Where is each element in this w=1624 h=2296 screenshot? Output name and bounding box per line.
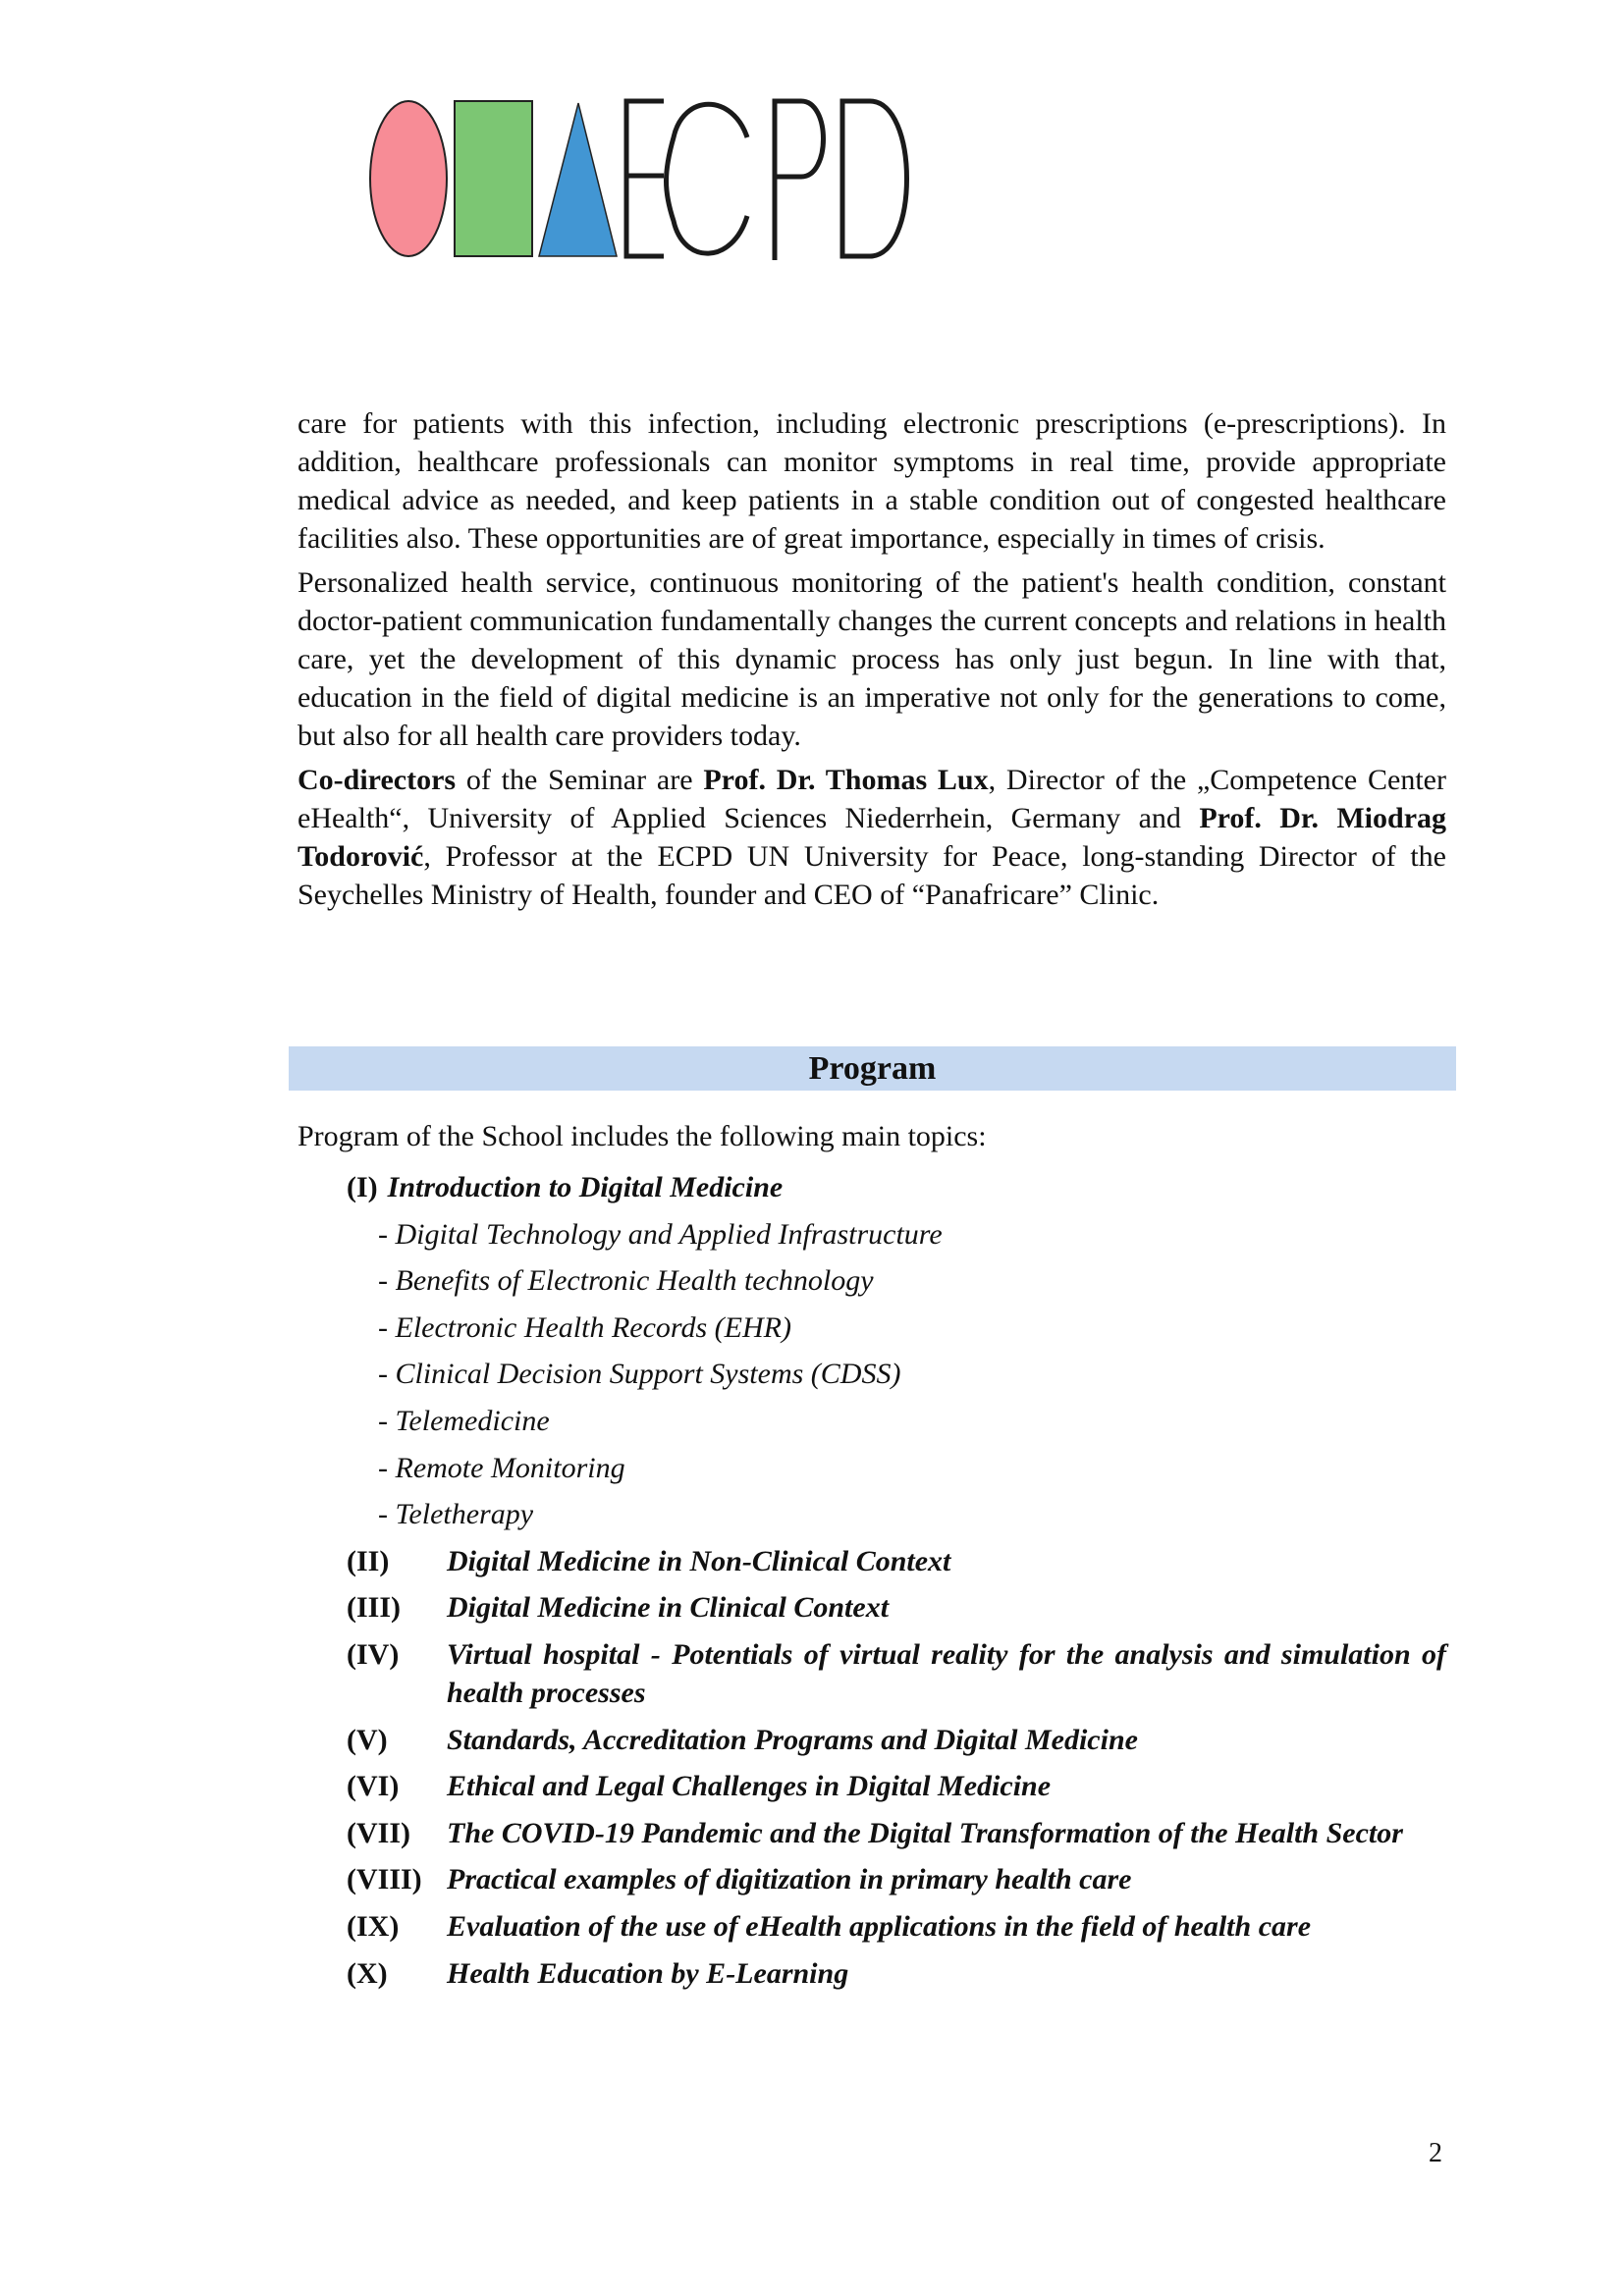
subtopic-item: - Digital Technology and Applied Infrastructure (378, 1217, 943, 1251)
logo-graphic (369, 98, 1380, 261)
topic-title: Standards, Accreditation Programs and Digital Medicine (447, 1723, 1138, 1756)
subtopic-item: - Clinical Decision Support Systems (CDSS) (378, 1358, 901, 1391)
topic-number: (VIII) (347, 1863, 422, 1896)
topic-number: (I) (347, 1171, 378, 1203)
topic-item (347, 1767, 1446, 1805)
program-topic-list (347, 1168, 1446, 2001)
co-directors-text: of the Seminar are (456, 764, 704, 796)
topic-title: Health Education by E-Learning (447, 1956, 849, 1990)
topic-title: Virtual hospital - Potentials of virtual reality for the analysis and simulation of health processes (447, 1637, 1446, 1709)
director-name-lux: Prof. Dr. Thomas Lux (703, 764, 989, 796)
topic-item (347, 1860, 1446, 1898)
page-number: 2 (1429, 2138, 1442, 2168)
subtopic-item: - Remote Monitoring (378, 1451, 625, 1484)
body-text (298, 404, 1446, 920)
topic-number: (IV) (347, 1637, 400, 1671)
topic-title: Digital Medicine in Non-Clinical Context (447, 1544, 951, 1577)
topic-title: Ethical and Legal Challenges in Digital Medicine (447, 1770, 1052, 1803)
topic-title: Practical examples of digitization in primary health care (447, 1863, 1132, 1896)
logo-circle-shape (370, 101, 447, 256)
todorovic-affiliation: , Professor at the ECPD UN University for Peace, long-standing Director of the Seychelles Ministry of Health, founder and CEO of “Panafricare” Clinic. (298, 840, 1446, 911)
topic-item (347, 1635, 1446, 1712)
paragraph-personalized-health: Personalized health service, continuous monitoring of the patient's health condition, constant doctor-patient communication fundamentally changes the current concepts and relations in health care, yet the development of this dynamic process has only just begun. In line with that, education in the field of digital medicine is an imperative not only for the generations to come, but also for all health care providers today. (298, 566, 1446, 752)
program-heading: Program (289, 1046, 1456, 1091)
topic-item (347, 1907, 1446, 1946)
topic-number: (III) (347, 1591, 402, 1625)
co-directors-label: Co-directors (298, 764, 457, 796)
subtopic-item: - Teletherapy (378, 1498, 534, 1531)
lux-affiliation: , Director of the „Competence Center eHealth“, University of Applied Sciences Niederrhein, Germany and (298, 764, 1446, 834)
topic-item (347, 1542, 1446, 1580)
program-intro: Program of the School includes the following main topics: (298, 1120, 987, 1152)
topic-number: (VI) (347, 1770, 400, 1803)
topic-number: (IX) (347, 1909, 400, 1943)
topic-number: (II) (347, 1544, 390, 1577)
subtopic-item: - Benefits of Electronic Health technology (378, 1264, 874, 1298)
topic-item (347, 1954, 1446, 1993)
topic-item (347, 1814, 1446, 1852)
topic-number: (V) (347, 1723, 388, 1756)
topic-number: (VII) (347, 1816, 410, 1849)
director-name-todorovic: Prof. Dr. Miodrag Todorović (298, 802, 1447, 873)
logo-wordmark-ecpd (626, 101, 907, 260)
paragraph-co-directors (298, 761, 1446, 914)
topic-item (347, 1588, 1446, 1627)
topic-item (347, 1721, 1446, 1759)
topic-title: Introduction to Digital Medicine (387, 1171, 784, 1203)
logo-triangle-shape (539, 103, 617, 256)
subtopic-item: - Telemedicine (378, 1404, 550, 1437)
topic-item (347, 1168, 1446, 1206)
subtopic-item: - Electronic Health Records (EHR) (378, 1310, 791, 1344)
topic-title: Digital Medicine in Clinical Context (447, 1591, 890, 1625)
topic-title: Evaluation of the use of eHealth applications in the field of health care (447, 1909, 1312, 1943)
topic-title: The COVID-19 Pandemic and the Digital Transformation of the Health Sector (447, 1816, 1403, 1849)
ecpd-logo (369, 98, 1380, 261)
paragraph-ehealth-care: care for patients with this infection, including electronic prescriptions (e-prescriptions). In addition, healthcare professionals can monitor symptoms in real time, provide appropriate medical advice as needed, and keep patients in a stable condition out of congested healthcare facilities also. These opportunities are of great importance, especially in times of crisis. (298, 407, 1446, 555)
topic-number: (X) (347, 1956, 388, 1990)
logo-square-shape (455, 101, 532, 256)
